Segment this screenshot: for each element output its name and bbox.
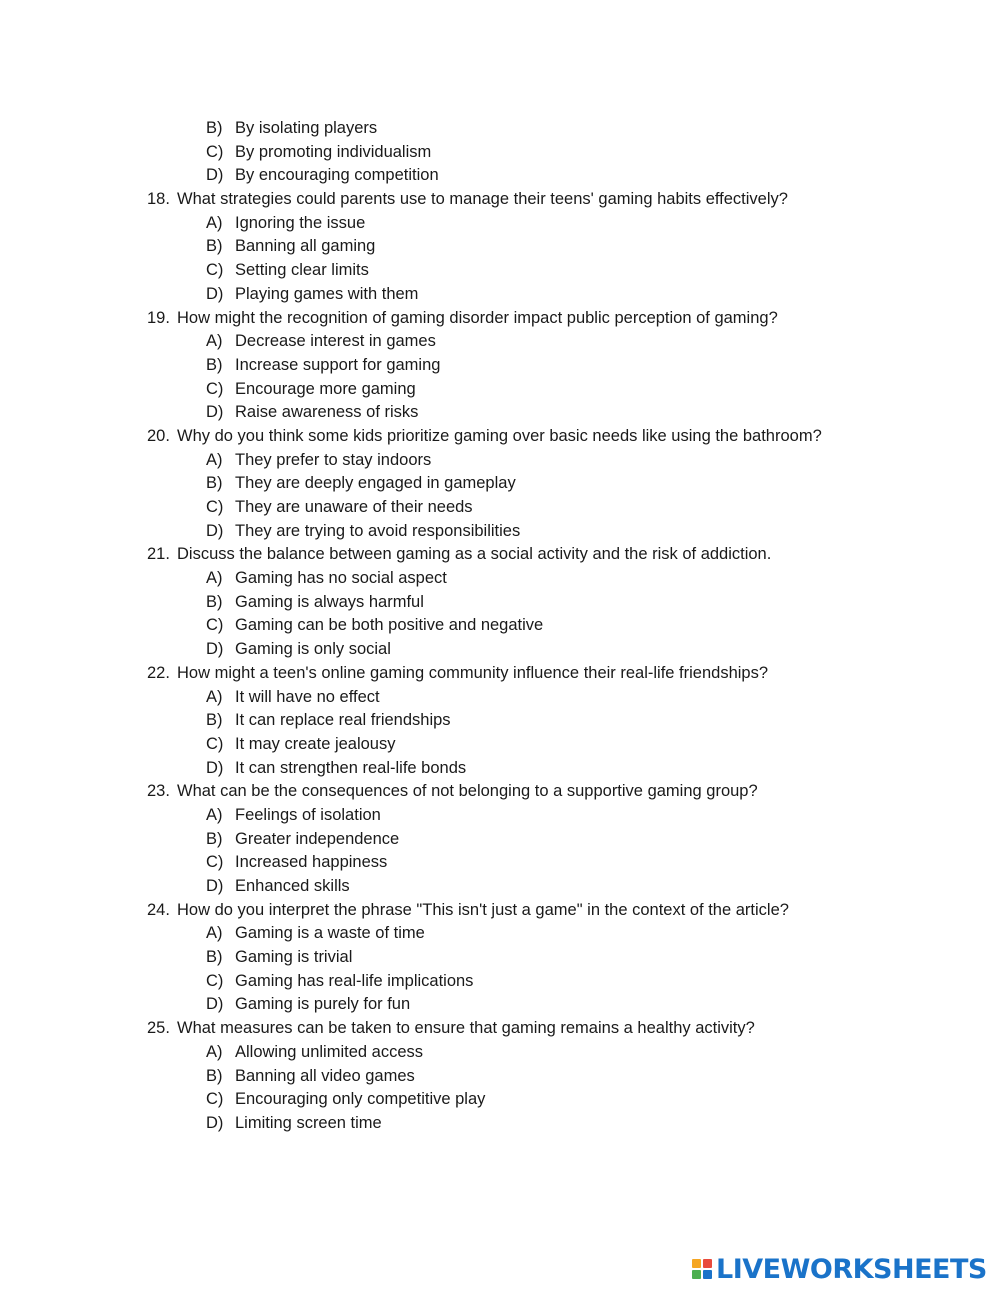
- option-text: They are deeply engaged in gameplay: [235, 474, 516, 493]
- option-letter: D): [206, 1113, 224, 1132]
- option-text: By encouraging competition: [235, 166, 439, 185]
- option-item: [0, 1065, 1000, 1089]
- option-text: Allowing unlimited access: [235, 1042, 424, 1061]
- option-item: [0, 330, 1000, 354]
- option-text: Raise awareness of risks: [235, 403, 419, 422]
- option-text: Gaming is always harmful: [235, 592, 424, 611]
- question-line: [0, 662, 1000, 686]
- option-item: [0, 141, 1000, 165]
- logo-mark-icon: [692, 1259, 712, 1279]
- option-letter: A): [206, 450, 223, 469]
- option-text: It will have no effect: [235, 687, 380, 706]
- option-letter: B): [206, 711, 223, 730]
- option-item: [0, 709, 1000, 733]
- option-item: [0, 851, 1000, 875]
- option-text: Gaming can be both positive and negative: [235, 616, 544, 635]
- question-line: [0, 1017, 1000, 1041]
- option-item: [0, 733, 1000, 757]
- option-text: Playing games with them: [235, 284, 419, 303]
- option-text: Greater independence: [235, 829, 400, 848]
- option-letter: C): [206, 971, 224, 990]
- option-item: [0, 520, 1000, 544]
- option-text: They prefer to stay indoors: [235, 450, 432, 469]
- option-letter: B): [206, 355, 223, 374]
- option-item: [0, 875, 1000, 899]
- question-text: How do you interpret the phrase "This isn't just a game" in the context of the article?: [177, 900, 789, 919]
- question-22: [0, 662, 1000, 780]
- logo-square-icon: [703, 1270, 712, 1279]
- option-letter: B): [206, 948, 223, 967]
- option-letter: D): [206, 995, 224, 1014]
- option-letter: D): [206, 284, 224, 303]
- option-item: [0, 354, 1000, 378]
- question-line: [0, 307, 1000, 331]
- previous-question-options: [0, 117, 1000, 188]
- option-item: [0, 922, 1000, 946]
- liveworksheets-logo: [692, 1253, 987, 1285]
- question-text: What strategies could parents use to manage their teens' gaming habits effectively?: [177, 190, 788, 209]
- option-text: It may create jealousy: [235, 734, 396, 753]
- option-item: [0, 164, 1000, 188]
- option-item: [0, 757, 1000, 781]
- option-letter: A): [206, 1042, 223, 1061]
- question-line: [0, 188, 1000, 212]
- option-item: [0, 828, 1000, 852]
- option-text: Gaming is a waste of time: [235, 924, 425, 943]
- logo-square-icon: [703, 1259, 712, 1268]
- option-item: [0, 235, 1000, 259]
- option-letter: D): [206, 166, 224, 185]
- option-text: Decrease interest in games: [235, 332, 436, 351]
- option-letter: A): [206, 805, 223, 824]
- option-text: Encourage more gaming: [235, 379, 416, 398]
- option-letter: D): [206, 521, 224, 540]
- option-letter: C): [206, 498, 224, 516]
- logo-square-icon: [692, 1259, 701, 1268]
- option-text: Gaming is purely for fun: [235, 995, 411, 1014]
- option-item: [0, 804, 1000, 828]
- option-item: [0, 496, 1000, 520]
- option-text: Gaming has no social aspect: [235, 569, 447, 588]
- option-letter: B): [206, 829, 223, 848]
- question-19: [0, 307, 1000, 425]
- option-item: [0, 1088, 1000, 1112]
- question-number: 23.: [147, 782, 170, 801]
- option-item: [0, 449, 1000, 473]
- question-text: What can be the consequences of not belonging to a supportive gaming group?: [177, 782, 758, 801]
- option-text: Gaming is trivial: [235, 948, 353, 967]
- option-item: [0, 946, 1000, 970]
- option-text: Gaming is only social: [235, 640, 391, 659]
- option-text: Increase support for gaming: [235, 355, 441, 374]
- question-25: [0, 1017, 1000, 1135]
- option-text: Banning all video games: [235, 1066, 415, 1085]
- option-letter: C): [206, 261, 224, 280]
- option-text: Banning all gaming: [235, 237, 376, 256]
- option-item: [0, 591, 1000, 615]
- option-text: Gaming has real-life implications: [235, 971, 474, 990]
- option-item: [0, 117, 1000, 141]
- option-letter: B): [206, 474, 223, 493]
- question-number: 19.: [147, 308, 170, 327]
- question-line: [0, 425, 1000, 449]
- option-letter: A): [206, 569, 223, 588]
- option-text: Increased happiness: [235, 853, 388, 872]
- question-24: [0, 899, 1000, 1017]
- option-letter: A): [206, 332, 223, 351]
- option-item: [0, 1112, 1000, 1136]
- option-item: [0, 283, 1000, 307]
- question-number: 25.: [147, 1019, 170, 1038]
- option-letter: B): [206, 592, 223, 611]
- option-text: They are trying to avoid responsibilities: [235, 521, 521, 540]
- option-letter: D): [206, 403, 224, 422]
- option-letter: B): [206, 237, 223, 256]
- option-item: [0, 259, 1000, 283]
- question-line: [0, 899, 1000, 923]
- option-text: By isolating players: [235, 119, 378, 137]
- option-item: [0, 614, 1000, 638]
- option-letter: C): [206, 616, 224, 635]
- question-text: How might the recognition of gaming disorder impact public perception of gaming?: [177, 308, 778, 327]
- question-number: 20.: [147, 426, 170, 445]
- option-text: Ignoring the issue: [235, 213, 366, 232]
- option-text: Feelings of isolation: [235, 805, 381, 824]
- option-letter: A): [206, 213, 223, 232]
- question-18: [0, 188, 1000, 306]
- question-20: [0, 425, 1000, 543]
- option-letter: C): [206, 142, 224, 161]
- worksheet-page: [0, 117, 1000, 1136]
- option-letter: D): [206, 640, 224, 659]
- option-text: Limiting screen time: [235, 1113, 382, 1132]
- logo-square-icon: [692, 1270, 701, 1279]
- option-letter: C): [206, 379, 224, 398]
- question-text: Why do you think some kids prioritize gaming over basic needs like using the bathroom?: [177, 426, 822, 445]
- question-line: [0, 780, 1000, 804]
- question-number: 21.: [147, 545, 170, 564]
- option-letter: B): [206, 119, 223, 137]
- question-23: [0, 780, 1000, 898]
- option-text: Enhanced skills: [235, 877, 350, 895]
- option-text: Encouraging only competitive play: [235, 1090, 486, 1109]
- option-letter: A): [206, 924, 223, 943]
- option-item: [0, 472, 1000, 496]
- option-item: [0, 686, 1000, 710]
- question-number: 22.: [147, 663, 170, 682]
- option-item: [0, 401, 1000, 425]
- option-item: [0, 970, 1000, 994]
- question-text: How might a teen's online gaming community influence their real-life friendships?: [177, 663, 769, 682]
- option-item: [0, 1041, 1000, 1065]
- option-letter: D): [206, 758, 224, 777]
- question-number: 18.: [147, 190, 170, 209]
- option-item: [0, 378, 1000, 402]
- option-letter: C): [206, 734, 224, 753]
- option-letter: D): [206, 877, 224, 895]
- question-line: [0, 543, 1000, 567]
- question-number: 24.: [147, 900, 170, 919]
- option-item: [0, 212, 1000, 236]
- option-text: They are unaware of their needs: [235, 498, 473, 516]
- option-text: It can replace real friendships: [235, 711, 451, 730]
- option-text: Setting clear limits: [235, 261, 369, 280]
- option-item: [0, 993, 1000, 1017]
- question-text: Discuss the balance between gaming as a social activity and the risk of addiction.: [177, 545, 772, 564]
- option-text: It can strengthen real-life bonds: [235, 758, 467, 777]
- option-letter: B): [206, 1066, 223, 1085]
- logo-text: LIVEWORKSHEETS: [716, 1253, 987, 1285]
- option-letter: A): [206, 687, 223, 706]
- option-text: By promoting individualism: [235, 142, 432, 161]
- option-letter: C): [206, 1090, 224, 1109]
- option-item: [0, 638, 1000, 662]
- option-letter: C): [206, 853, 224, 872]
- question-21: [0, 543, 1000, 661]
- question-text: What measures can be taken to ensure that gaming remains a healthy activity?: [177, 1019, 755, 1038]
- option-item: [0, 567, 1000, 591]
